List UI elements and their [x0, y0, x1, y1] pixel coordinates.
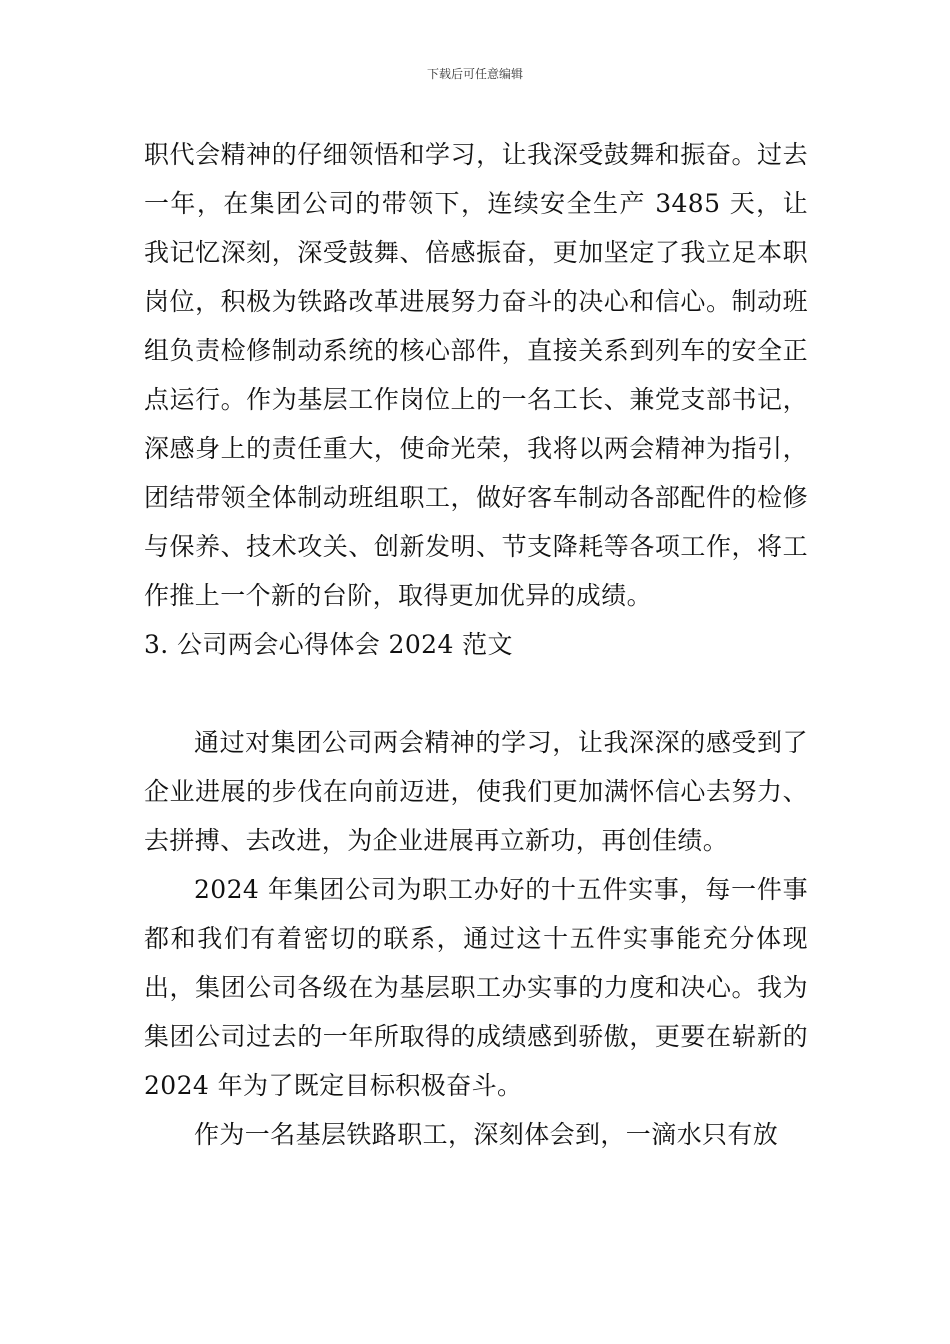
document-body	[144, 130, 808, 1159]
page-header: 下载后可任意编辑	[426, 67, 523, 81]
section-heading: 3. 公司两会心得体会 2024 范文	[144, 630, 513, 659]
paragraph: 通过对集团公司两会精神的学习，让我深深的感受到了企业进展的步伐在向前迈进，使我们更加满怀信心去努力、去拼搏、去改进，为企业进展再立新功，再创佳绩。	[144, 728, 808, 855]
paragraph-continued: 职代会精神的仔细领悟和学习，让我深受鼓舞和振奋。过去一年，在集团公司的带领下，连续安全生产 3485 天，让我记忆深刻，深受鼓舞、倍感振奋，更加坚定了我立足本职岗位，积极为铁路改革进展努力奋斗的决心和信心。制动班组负责检修制动系统的核心部件，直接关系到列车的安全正点运行。作为基层工作岗位上的一名工长、兼党支部书记，深感身上的责任重大，使命光荣，我将以两会精神为指引，团结带领全体制动班组职工，做好客车制动各部配件的检修与保养、技术攻关、创新发明、节支降耗等各项工作，将工作推上一个新的台阶，取得更加优异的成绩。	[144, 140, 808, 610]
paragraph: 2024 年集团公司为职工办好的十五件实事，每一件事都和我们有着密切的联系，通过这十五件实事能充分体现出，集团公司各级在为基层职工办实事的力度和决心。我为集团公司过去的一年所取得的成绩感到骄傲，更要在崭新的 2024 年为了既定目标积极奋斗。	[144, 875, 808, 1100]
paragraph: 作为一名基层铁路职工，深刻体会到，一滴水只有放	[194, 1120, 779, 1149]
